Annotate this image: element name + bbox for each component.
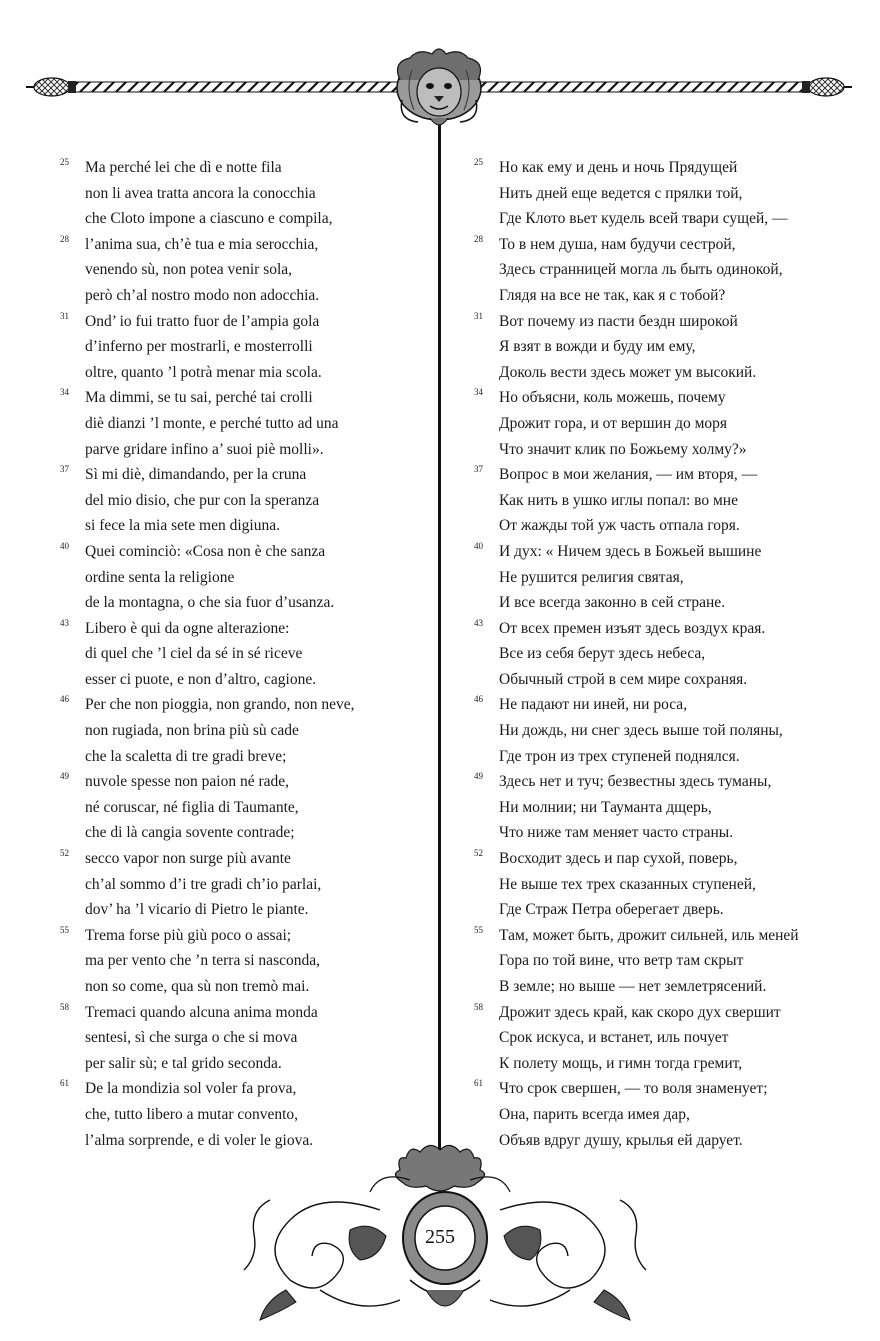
verse-number: 25 bbox=[474, 157, 483, 167]
verse-line: però ch’al nostro modo non adocchia. bbox=[85, 286, 320, 304]
verse-line: То в нем душа, нам будучи сестрой, bbox=[499, 235, 736, 253]
verse-line: Где трон из трех ступеней поднялся. bbox=[499, 747, 740, 765]
tercet bbox=[474, 616, 844, 693]
tercet bbox=[60, 155, 430, 232]
tercet bbox=[474, 462, 844, 539]
verse-number: 28 bbox=[474, 233, 483, 244]
verse-line: Trema forse più giù poco o assai; bbox=[85, 926, 292, 944]
verse-line: ch’al sommo d’i tre gradi ch’io parlai, bbox=[85, 875, 322, 893]
verse-line: ordine senta la religione bbox=[85, 568, 235, 586]
left-finial-icon bbox=[26, 78, 76, 96]
verse-line: Вопрос в мои желания, — им вторя, — bbox=[499, 466, 758, 484]
tercet bbox=[60, 692, 430, 769]
verse-line: Объяв вдруг душу, крылья ей дарует. bbox=[499, 1131, 743, 1149]
verse-line: venendo sù, non potea venir sola, bbox=[85, 261, 293, 279]
verse-line: Sì mi diè, dimandando, per la cruna bbox=[85, 466, 307, 484]
page-number: 255 bbox=[425, 1226, 455, 1248]
tercet bbox=[474, 1000, 844, 1077]
verse-number: 52 bbox=[60, 848, 69, 859]
verse-line: Не рушится религия святая, bbox=[499, 568, 684, 586]
verse-line: esser ci puote, e non d’altro, cagione. bbox=[85, 670, 317, 688]
verse-line: secco vapor non surge più avante bbox=[85, 850, 291, 868]
tercet bbox=[474, 232, 844, 309]
verse-line: Что ниже там меняет часто страны. bbox=[499, 824, 734, 842]
verse-line: Я взят в вожди и буду им ему, bbox=[499, 338, 696, 356]
verse-number: 58 bbox=[60, 1001, 69, 1012]
verse-number: 31 bbox=[474, 310, 483, 321]
verse-number: 43 bbox=[60, 617, 69, 628]
verse-line: Где Страж Петра оберегает дверь. bbox=[499, 901, 724, 919]
verse-line: Доколь вести здесь может ум высокий. bbox=[499, 363, 757, 381]
verse-line: non rugiada, non brina più sù cade bbox=[85, 722, 299, 740]
verse-number: 31 bbox=[60, 310, 69, 321]
verse-line: Не падают ни иней, ни роса, bbox=[499, 696, 688, 714]
tercet bbox=[474, 385, 844, 462]
verse-number: 58 bbox=[474, 1001, 483, 1012]
tercet bbox=[60, 616, 430, 693]
tercet bbox=[60, 923, 430, 1000]
verse-number: 61 bbox=[474, 1078, 483, 1089]
verse-line: ma per vento che ’n terra si nasconda, bbox=[85, 952, 320, 970]
verse-line: К полету мощь, и гимн тогда гремит, bbox=[499, 1054, 743, 1072]
verse-number: 37 bbox=[474, 464, 483, 475]
verse-line: Но объясни, коль можешь, почему bbox=[499, 389, 726, 407]
verse-number: 37 bbox=[60, 464, 69, 475]
verse-line: d’inferno per mostrarli, e mosterrolli bbox=[85, 338, 313, 356]
verse-line: Ни дождь, ни снег здесь выше той поляны, bbox=[499, 722, 783, 740]
verse-number: 46 bbox=[474, 694, 483, 705]
verse-line: От всех премен изъят здесь воздух края. bbox=[499, 619, 766, 637]
verse-line: Глядя на все не так, как я с тобой? bbox=[499, 286, 726, 304]
verse-line: Quei cominciò: «Cosa non è che sanza bbox=[85, 542, 326, 560]
verse-line: Как нить в ушко иглы попал: во мне bbox=[499, 491, 738, 509]
verse-line: Что срок свершен, — то воля знаменует; bbox=[499, 1080, 768, 1098]
verse-line: de la montagna, o che sia fuor d’usanza. bbox=[85, 594, 335, 612]
russian-column bbox=[474, 155, 844, 1153]
verse-line: Tremaci quando alcuna anima monda bbox=[85, 1003, 318, 1021]
verse-number: 40 bbox=[474, 540, 483, 551]
tercet bbox=[60, 232, 430, 309]
verse-line: che di là cangia sovente contrade; bbox=[85, 824, 295, 842]
verse-line: Но как ему и день и ночь Прядущей bbox=[499, 159, 738, 176]
verse-line: Ma perché lei che dì e notte fila bbox=[85, 159, 282, 176]
verse-number: 43 bbox=[474, 617, 483, 628]
verse-number: 55 bbox=[474, 924, 483, 935]
verse-line: che Cloto impone a ciascuno e compila, bbox=[85, 210, 333, 228]
verse-line: Что значит клик по Божьему холму?» bbox=[499, 440, 747, 458]
verse-line: l’anima sua, ch’è tua e mia serocchia, bbox=[85, 235, 319, 253]
column-divider bbox=[438, 125, 441, 1160]
verse-line: per salir sù; e tal grido seconda. bbox=[85, 1054, 282, 1072]
verse-line: Где Клото вьет кудель всей твари сущей, — bbox=[499, 210, 788, 228]
tercet bbox=[60, 462, 430, 539]
verse-line: Она, парить всегда имея дар, bbox=[499, 1105, 690, 1123]
tercet bbox=[60, 769, 430, 846]
verse-line: Восходит здесь и пар сухой, поверь, bbox=[499, 850, 738, 868]
verse-line: oltre, quanto ’l potrà menar mia scola. bbox=[85, 363, 322, 381]
verse-line: Нить дней еще ведется с прялки той, bbox=[499, 184, 743, 202]
verse-line: di quel che ’l ciel da sé in sé riceve bbox=[85, 645, 303, 663]
tercet bbox=[60, 539, 430, 616]
tercet bbox=[474, 846, 844, 923]
verse-line: В земле; но выше — нет землетрясений. bbox=[499, 978, 767, 995]
verse-line: diè dianzi ’l monte, e perché tutto ad una bbox=[85, 414, 339, 432]
verse-line: Здесь странницей могла ль быть одинокой, bbox=[499, 261, 783, 279]
tercet bbox=[474, 309, 844, 386]
verse-number: 52 bbox=[474, 848, 483, 859]
tercet bbox=[60, 1000, 430, 1077]
verse-number: 49 bbox=[60, 771, 69, 782]
verse-line: Срок искуса, и встанет, иль почует bbox=[499, 1029, 729, 1047]
verse-line: Ond’ io fui tratto fuor de l’ampia gola bbox=[85, 312, 320, 330]
verse-line: dov’ ha ’l vicario di Pietro le piante. bbox=[85, 901, 309, 919]
verse-number: 61 bbox=[60, 1078, 69, 1089]
verse-line: Дрожит гора, и от вершин до моря bbox=[499, 414, 728, 432]
verse-line: От жажды той уж часть отпала горя. bbox=[499, 517, 740, 535]
verse-number: 34 bbox=[474, 387, 483, 398]
verse-line: Гора по той вине, что ветр там скрыт bbox=[499, 952, 744, 970]
verse-number: 34 bbox=[60, 387, 69, 398]
verse-line: del mio disio, che pur con la speranza bbox=[85, 491, 320, 509]
verse-line: Здесь нет и туч; безвестны здесь туманы, bbox=[499, 773, 772, 791]
verse-line: che, tutto libero a mutar convento, bbox=[85, 1105, 299, 1123]
verse-line: che la scaletta di tre gradi breve; bbox=[85, 747, 287, 765]
tercet bbox=[60, 846, 430, 923]
verse-line: И все всегда законно в сей стране. bbox=[499, 594, 726, 612]
verse-number: 25 bbox=[60, 157, 69, 167]
tercet bbox=[474, 692, 844, 769]
verse-number: 55 bbox=[60, 924, 69, 935]
verse-number: 40 bbox=[60, 540, 69, 551]
italian-column bbox=[60, 155, 430, 1153]
verse-line: Ни молнии; ни Тауманта дщерь, bbox=[499, 798, 712, 816]
verse-line: Вот почему из пасти бездн широкой bbox=[499, 312, 738, 330]
verse-line: sentesi, sì che surga o che si mova bbox=[85, 1029, 298, 1047]
verse-line: l’alma sorprende, e di voler le giova. bbox=[85, 1131, 314, 1149]
verse-line: Ma dimmi, se tu sai, perché tai crolli bbox=[85, 389, 313, 407]
verse-line: parve gridare infino a’ suoi piè molli». bbox=[85, 440, 324, 458]
verse-line: Per che non pioggia, non grando, non neve, bbox=[85, 696, 355, 714]
verse-line: Не выше тех трех сказанных ступеней, bbox=[499, 875, 756, 893]
verse-line: Все из себя берут здесь небеса, bbox=[499, 645, 706, 663]
tercet bbox=[474, 923, 844, 1000]
verse-line: Там, может быть, дрожит сильней, иль меней bbox=[499, 926, 799, 944]
verse-line: De la mondizia sol voler fa prova, bbox=[85, 1080, 297, 1098]
tercet bbox=[60, 309, 430, 386]
verse-line: né coruscar, né figlia di Taumante, bbox=[85, 798, 299, 816]
verse-line: Обычный строй в сем мире сохраняя. bbox=[499, 670, 748, 688]
tercet bbox=[474, 539, 844, 616]
tercet bbox=[60, 385, 430, 462]
tercet bbox=[474, 155, 844, 232]
verse-line: Дрожит здесь край, как скоро дух свершит bbox=[499, 1003, 781, 1021]
verse-line: И дух: « Ничем здесь в Божьей вышине bbox=[499, 542, 762, 560]
tercet bbox=[474, 769, 844, 846]
verse-number: 49 bbox=[474, 771, 483, 782]
right-finial-icon bbox=[802, 78, 852, 96]
verse-line: si fece la mia sete men digiuna. bbox=[85, 517, 280, 535]
verse-number: 28 bbox=[60, 233, 69, 244]
verse-line: non li avea tratta ancora la conocchia bbox=[85, 184, 316, 202]
verse-line: non so come, qua sù non tremò mai. bbox=[85, 978, 310, 995]
lion-mask-icon bbox=[397, 49, 481, 125]
verse-line: Libero è qui da ogne alterazione: bbox=[85, 619, 290, 637]
verse-line: nuvole spesse non paion né rade, bbox=[85, 773, 290, 791]
verse-number: 46 bbox=[60, 694, 69, 705]
